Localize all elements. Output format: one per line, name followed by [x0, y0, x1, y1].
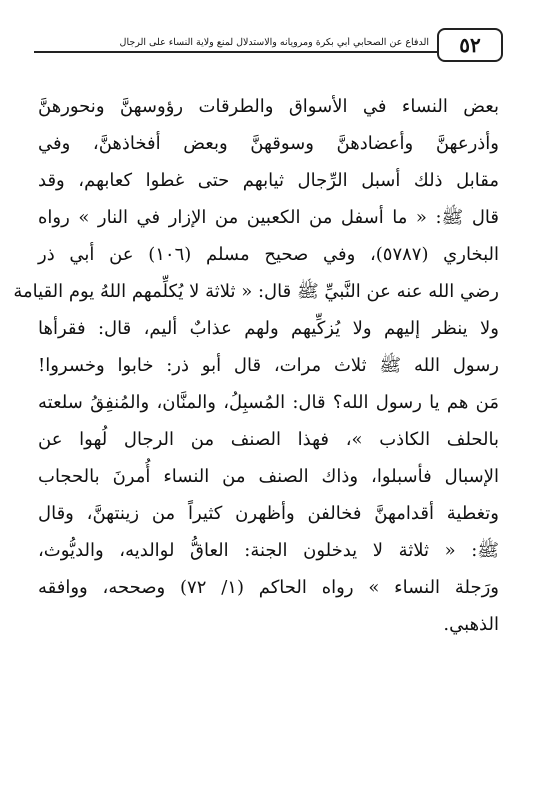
- text-line: ورَجلة النساء » رواه الحاكم (١/ ٧٢) وصححه، ووافقه: [38, 577, 499, 598]
- text-line: رضي الله عنه عن النَّبيِّ ﷺ قال: « ثلاثة لا يُكلِّمهم اللهُ يوم القيامة: [13, 281, 499, 302]
- text-line: بالحلف الكاذب »، فهذا الصنف من الرجال لُهوا عن: [38, 429, 499, 450]
- text-line: الإسبال فأسبلوا، وذاك الصنف من النساء أُمرنَ بالحجاب: [38, 466, 499, 487]
- text-line: ولا ينظر إليهم ولا يُزكِّيهم ولهم عذابٌ أليم، قال: فقرأها: [38, 318, 499, 339]
- text-line: قال ﷺ: « ما أسفل من الكعبين من الإزار في النار » رواه: [38, 207, 499, 228]
- text-line: الذهبي.: [443, 614, 499, 635]
- page-header: [34, 28, 503, 64]
- page-number: ٥٢: [437, 28, 503, 62]
- text-line: وتغطية أقدامهنَّ فخالفن وأظهرن كثيراً من زينتهنَّ، وقال: [38, 503, 499, 524]
- text-line: البخاري (٥٧٨٧)، وفي صحيح مسلم (١٠٦) عن أبي ذر: [38, 244, 499, 265]
- running-title: الدفاع عن الصحابي أبي بكرة ومرويانه والاستدلال لمنع ولاية النساء على الرجال: [119, 37, 429, 48]
- text-line: مَن هم يا رسول الله؟ قال: المُسبِلُ، والمنَّان، والمُنفِقُ سلعته: [38, 392, 499, 413]
- header-rule: [34, 51, 437, 53]
- text-line: ﷺ: « ثلاثة لا يدخلون الجنة: العاقُّ لوالديه، والديُّوث،: [38, 540, 499, 561]
- text-line: رسول الله ﷺ ثلاث مرات، قال أبو ذر: خابوا وخسروا!: [38, 355, 499, 376]
- text-line: بعض النساء في الأسواق والطرقات رؤوسهنَّ ونحورهنَّ: [38, 96, 499, 117]
- text-line: وأذرعهنَّ وأعضادهنَّ وسوقهنَّ وبعض أفخاذهنَّ، وفي: [38, 133, 499, 154]
- text-line: مقابل ذلك أسبل الرِّجال ثيابهم حتى غطوا كعابهم، وقد: [38, 170, 499, 191]
- body-text: [13, 88, 499, 643]
